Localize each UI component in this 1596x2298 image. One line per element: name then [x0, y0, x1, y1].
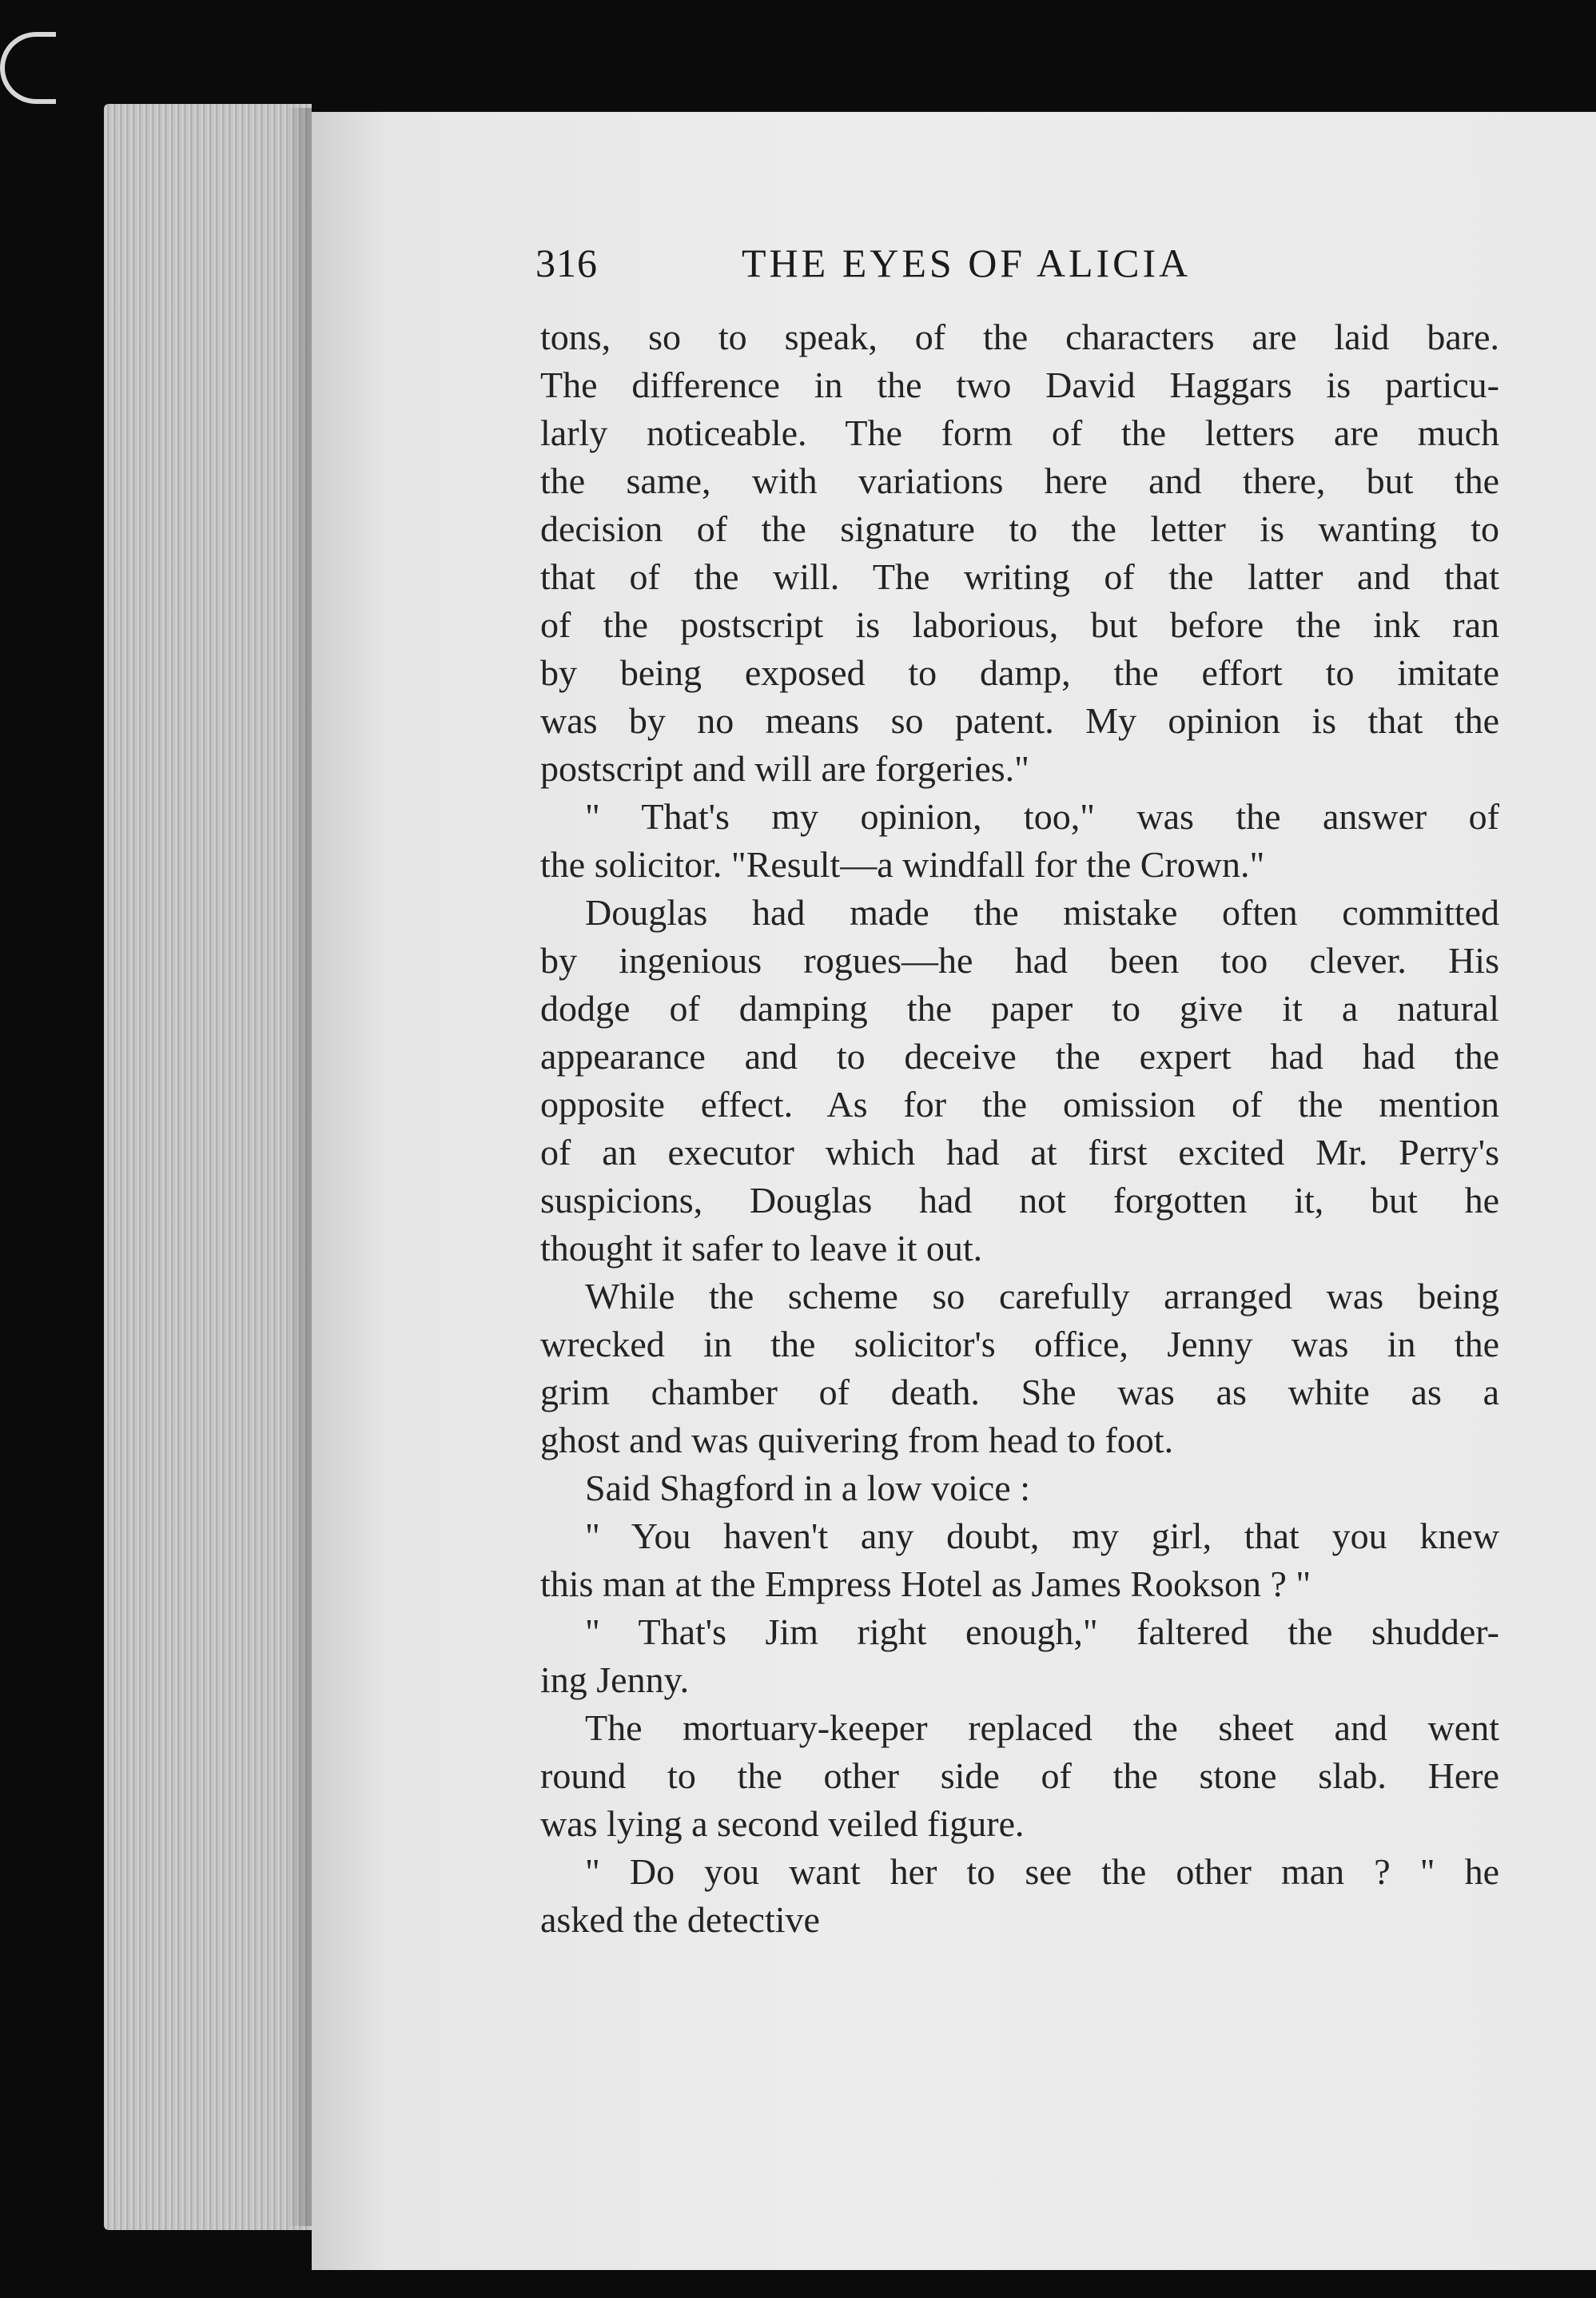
text-line: was by no means so patent. My opinion is that the	[540, 700, 1499, 741]
running-head	[535, 240, 1295, 296]
text-line: The mortuary-keeper replaced the sheet and went	[585, 1707, 1499, 1748]
text-line: the same, with variations here and there, but the	[540, 460, 1499, 501]
text-line: " That's my opinion, too," was the answer of	[585, 796, 1499, 837]
text-line: ing Jenny.	[540, 1659, 690, 1700]
running-title: THE EYES OF ALICIA	[742, 241, 1192, 285]
text-line: wrecked in the solicitor's office, Jenny was in the	[540, 1324, 1499, 1364]
text-line: that of the will. The writing of the latter and that	[540, 556, 1499, 597]
text-line: by ingenious rogues—he had been too clever. His	[540, 940, 1499, 981]
text-line: While the scheme so carefully arranged was being	[585, 1276, 1499, 1316]
text-line: opposite effect. As for the omission of the mention	[540, 1084, 1499, 1125]
body-text	[540, 313, 1499, 1944]
text-line: larly noticeable. The form of the letters are much	[540, 412, 1499, 453]
text-line: of an executor which had at first excited Mr. Perry's	[540, 1132, 1499, 1173]
text-line: decision of the signature to the letter is wanting to	[540, 508, 1499, 549]
text-line: Said Shagford in a low voice :	[585, 1468, 1031, 1508]
text-line: appearance and to deceive the expert had had the	[540, 1036, 1499, 1077]
page-number: 316	[535, 241, 598, 285]
text-line: " Do you want her to see the other man ? " he	[585, 1851, 1499, 1892]
text-line: the solicitor. "Result—a windfall for the Crown."	[540, 844, 1265, 885]
text-line: was lying a second veiled figure.	[540, 1803, 1025, 1844]
text-line: " You haven't any doubt, my girl, that you knew	[585, 1515, 1499, 1556]
text-line: The difference in the two David Haggars is particu-	[540, 364, 1499, 405]
text-line: this man at the Empress Hotel as James Rookson ? "	[540, 1563, 1311, 1604]
text-line: thought it safer to leave it out.	[540, 1228, 983, 1268]
text-line: grim chamber of death. She was as white as a	[540, 1372, 1499, 1412]
text-line: by being exposed to damp, the effort to imitate	[540, 652, 1499, 693]
text-line: postscript and will are forgeries."	[540, 748, 1029, 789]
text-line: Douglas had made the mistake often committed	[585, 892, 1499, 933]
text-line: suspicions, Douglas had not forgotten it, but he	[540, 1180, 1499, 1221]
text-line: asked the detective	[540, 1899, 820, 1940]
text-line: round to the other side of the stone slab. Here	[540, 1755, 1499, 1796]
text-line: ghost and was quivering from head to foot.	[540, 1420, 1174, 1460]
text-line: tons, so to speak, of the characters are laid bare.	[540, 317, 1499, 357]
text-line: " That's Jim right enough," faltered the shudder-	[585, 1611, 1499, 1652]
text-line: dodge of damping the paper to give it a natural	[540, 988, 1499, 1029]
book-fore-edge	[104, 104, 312, 2230]
text-line: of the postscript is laborious, but before the ink ran	[540, 604, 1499, 645]
